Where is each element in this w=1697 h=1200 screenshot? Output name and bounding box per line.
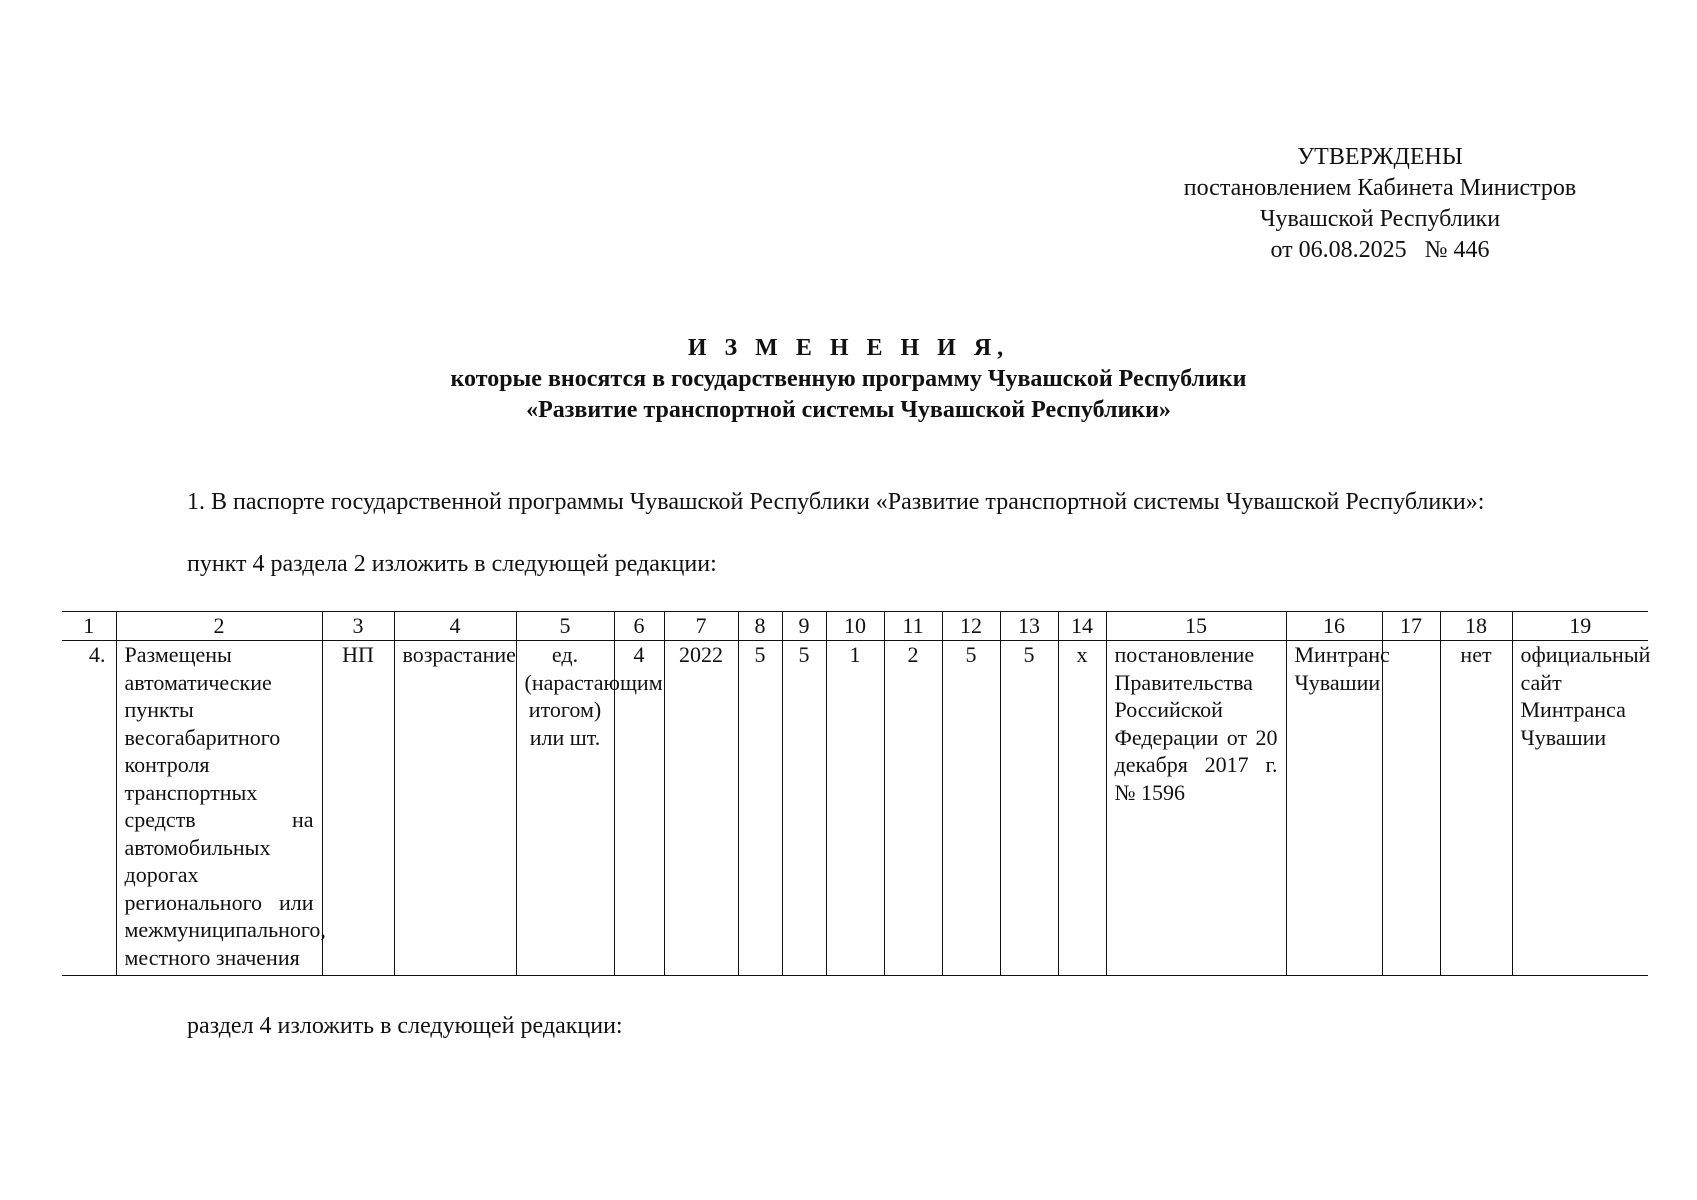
approval-title: УТВЕРЖДЕНЫ (1297, 144, 1463, 170)
approval-date-line (1150, 235, 1610, 266)
value-cell: 2 (884, 641, 942, 976)
table-header-row (62, 612, 1648, 641)
header-cell: 15 (1106, 612, 1286, 641)
approval-number: № 446 (1424, 237, 1490, 263)
header-cell: 10 (826, 612, 884, 641)
value-cell: 5 (942, 641, 1000, 976)
document-heading (0, 333, 1697, 426)
paragraph-2: пункт 4 раздела 2 изложить в следующей редакции: (187, 551, 717, 577)
empty-cell (1382, 641, 1440, 976)
header-cell: 13 (1000, 612, 1058, 641)
approval-block (1150, 142, 1610, 266)
header-cell: 8 (738, 612, 782, 641)
value-cell: 5 (1000, 641, 1058, 976)
header-cell: 4 (394, 612, 516, 641)
value-cell: x (1058, 641, 1106, 976)
linkage-cell: нет (1440, 641, 1512, 976)
header-cell: 2 (116, 612, 322, 641)
approval-authority: постановлением Кабинета Министров (1183, 175, 1577, 201)
unit-cell: ед. (нарастающим итогом) или шт. (516, 641, 614, 976)
base-value-cell: 4 (614, 641, 664, 976)
table-row (62, 641, 1648, 976)
approval-date: от 06.08.2025 (1270, 237, 1407, 263)
legal-document-cell: постановление Правительства Российской Федерации от 20 декабря 2017 г. № 1596 (1106, 641, 1286, 976)
header-cell: 16 (1286, 612, 1382, 641)
amendment-table (62, 611, 1651, 976)
header-cell: 9 (782, 612, 826, 641)
header-cell: 12 (942, 612, 1000, 641)
header-cell: 11 (884, 612, 942, 641)
dynamics-cell: возрастание (394, 641, 516, 976)
header-cell: 5 (516, 612, 614, 641)
header-cell: 14 (1058, 612, 1106, 641)
header-cell: 3 (322, 612, 394, 641)
heading-program-name: «Развитие транспортной системы Чувашской Республики» (526, 397, 1171, 423)
header-cell: 1 (62, 612, 116, 641)
approval-region: Чувашской Республики (1259, 206, 1501, 232)
value-cell: 5 (738, 641, 782, 976)
base-year-cell: 2022 (664, 641, 738, 976)
header-cell: 6 (614, 612, 664, 641)
header-cell: 17 (1382, 612, 1440, 641)
header-cell: 7 (664, 612, 738, 641)
header-cell: 18 (1440, 612, 1512, 641)
value-cell: 1 (826, 641, 884, 976)
indicator-name-cell: Размещены автоматические пункты весогабаритного контроля транспортных средств на автомобильных дорогах регионального или межмуниципального, местного значения (116, 641, 322, 976)
indicator-type-cell: НП (322, 641, 394, 976)
heading-title: И З М Е Н Е Н И Я, (687, 335, 1010, 361)
paragraph-3: раздел 4 изложить в следующей редакции: (187, 1013, 623, 1039)
value-cell: 5 (782, 641, 826, 976)
paragraph-1: 1. В паспорте государственной программы Чувашской Республики «Развитие транспортной системы Чувашской Республики»: (187, 489, 1485, 515)
heading-subtitle: которые вносятся в государственную программу Чувашской Республики (450, 366, 1247, 392)
responsible-cell: Минтранс Чувашии (1286, 641, 1382, 976)
header-cell: 19 (1512, 612, 1648, 641)
info-system-cell: официальный сайт Минтранса Чувашии (1512, 641, 1648, 976)
row-number-cell: 4. (62, 641, 116, 976)
